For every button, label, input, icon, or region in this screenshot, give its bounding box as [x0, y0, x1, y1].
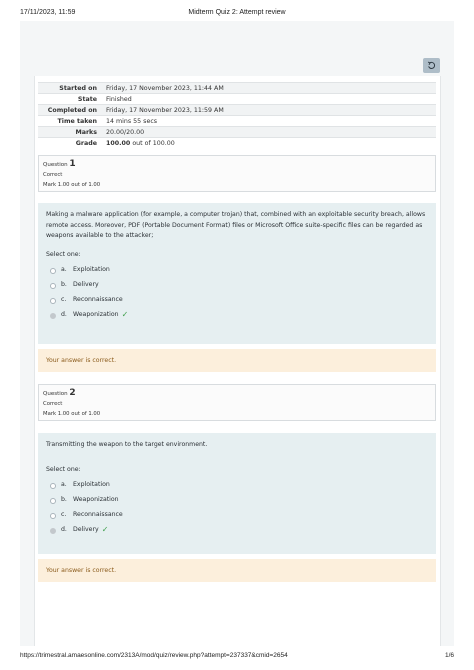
radio-button[interactable] — [50, 283, 56, 289]
answer-prompt: Select one: — [46, 465, 81, 473]
answer-options — [46, 263, 428, 323]
option-label: Delivery — [73, 526, 99, 534]
summary-value: Friday, 17 November 2023, 11:44 AM — [102, 83, 436, 94]
radio-button[interactable] — [50, 498, 56, 504]
summary-label: Grade — [38, 138, 102, 149]
summary-row — [38, 127, 436, 138]
question-number-value: 1 — [69, 159, 76, 169]
summary-row — [38, 116, 436, 127]
question-formulation — [38, 203, 436, 344]
radio-button[interactable] — [50, 513, 56, 519]
question-text: Making a malware application (for example, a computer trojan) that, combined with an exploitable security breach, allows remote access. Moreover, PDF (Portable Document Format) files or Microsoft Office suite-specific files can be regarded as weapons available to the attacker; — [46, 211, 426, 239]
summary-value: 20.00/20.00 — [102, 127, 436, 138]
summary-value: Finished — [102, 94, 436, 105]
option-label: Delivery — [73, 281, 99, 289]
question-prefix: Question — [43, 391, 68, 397]
question-number — [43, 160, 431, 170]
option-letter: d. — [61, 526, 67, 534]
option-letter: a. — [61, 266, 67, 274]
question-grade: Mark 1.00 out of 1.00 — [43, 182, 101, 188]
summary-value — [102, 138, 436, 149]
option-letter: c. — [61, 296, 67, 304]
summary-label: Time taken — [38, 116, 102, 127]
question-info — [38, 155, 436, 192]
feedback-text: Your answer is correct. — [46, 567, 117, 574]
summary-row — [38, 83, 436, 94]
radio-button[interactable] — [50, 298, 56, 304]
correct-check-icon: ✓ — [121, 310, 129, 320]
answer-option-selected[interactable] — [46, 308, 428, 323]
feedback-box — [38, 559, 436, 582]
answer-option[interactable] — [46, 508, 428, 523]
answer-option[interactable] — [46, 493, 428, 508]
page-counter: 1/6 — [444, 652, 454, 659]
summary-value: 14 mins 55 secs — [102, 116, 436, 127]
option-label: Exploitation — [73, 266, 110, 274]
summary-row — [38, 94, 436, 105]
option-label: Weaponization — [73, 311, 119, 319]
question-prefix: Question — [43, 162, 68, 168]
option-label: Reconnaissance — [73, 296, 123, 304]
attempt-summary-table — [38, 82, 436, 149]
question-state: Correct — [43, 401, 63, 407]
print-header — [0, 9, 474, 19]
option-letter: b. — [61, 281, 67, 289]
answer-option[interactable] — [46, 293, 428, 308]
option-letter: d. — [61, 311, 67, 319]
summary-row — [38, 105, 436, 116]
summary-label: Started on — [38, 83, 102, 94]
radio-button[interactable] — [50, 268, 56, 274]
page-url: https://trimestral.amaesonline.com/2313A/mod/quiz/review.php?attempt=237337&cmid=2654 — [20, 652, 288, 659]
option-letter: c. — [61, 511, 67, 519]
summary-row — [38, 138, 436, 149]
radio-button[interactable] — [50, 483, 56, 489]
question-state: Correct — [43, 172, 63, 178]
radio-button-checked[interactable] — [50, 528, 56, 534]
question-info — [38, 384, 436, 421]
answer-option[interactable] — [46, 263, 428, 278]
correct-check-icon: ✓ — [101, 525, 109, 535]
undo-icon — [427, 61, 436, 70]
answer-options — [46, 478, 428, 538]
answer-prompt: Select one: — [46, 250, 81, 258]
feedback-box — [38, 349, 436, 372]
radio-button-checked[interactable] — [50, 313, 56, 319]
summary-value: Friday, 17 November 2023, 11:59 AM — [102, 105, 436, 116]
option-label: Exploitation — [73, 481, 110, 489]
print-title: Midterm Quiz 2: Attempt review — [188, 9, 286, 16]
answer-option[interactable] — [46, 278, 428, 293]
summary-label: Marks — [38, 127, 102, 138]
option-letter: a. — [61, 481, 67, 489]
question-formulation — [38, 433, 436, 554]
question-number — [43, 389, 431, 399]
summary-label: Completed on — [38, 105, 102, 116]
feedback-text: Your answer is correct. — [46, 357, 117, 364]
question-grade: Mark 1.00 out of 1.00 — [43, 411, 101, 417]
question-text: Transmitting the weapon to the target environment. — [46, 441, 208, 448]
undo-button[interactable] — [423, 58, 440, 73]
question-number-value: 2 — [69, 388, 76, 398]
answer-option[interactable] — [46, 478, 428, 493]
option-letter: b. — [61, 496, 67, 504]
print-footer — [0, 652, 474, 662]
print-date: 17/11/2023, 11:59 — [20, 9, 76, 16]
grade-value: 100.00 — [106, 139, 131, 147]
answer-option-selected[interactable] — [46, 523, 428, 538]
option-label: Reconnaissance — [73, 511, 123, 519]
option-label: Weaponization — [73, 496, 119, 504]
grade-out-of: out of 100.00 — [130, 139, 175, 147]
summary-label: State — [38, 94, 102, 105]
